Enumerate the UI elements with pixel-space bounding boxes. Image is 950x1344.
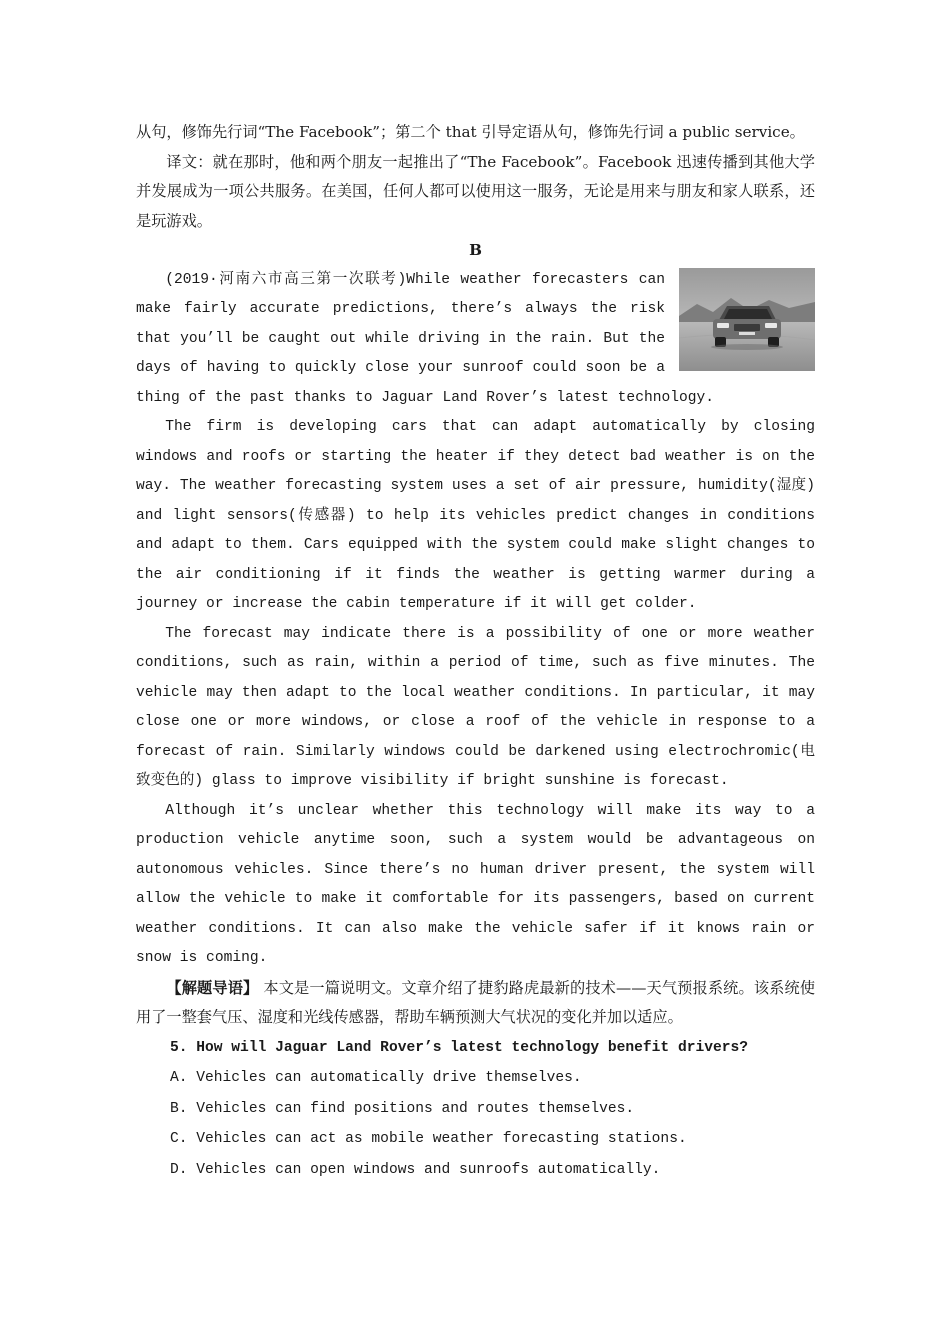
option-d: D. Vehicles can open windows and sunroofs automatically. [170, 1161, 661, 1178]
option-a: A. Vehicles can automatically drive themselves. [170, 1070, 582, 1086]
document-page [136, 118, 815, 1185]
section-title: B [469, 241, 482, 259]
passage-paragraph-3: The forecast may indicate there is a possibility of one or more weather conditions, such as rain, within a period of time, such as five minutes. The vehicle may then adapt to the local weather conditions. In particular, it may close one or more windows, or close a roof of the vehicle in response to a forecast of rain. Similarly windows could be darkened using electrochromic(电致变色的) glass to improve visibility if bright sunshine is forecast. [136, 625, 815, 789]
guide-paragraph [136, 974, 815, 1033]
previous-translation: 译文：就在那时，他和两个朋友一起推出了“The Facebook”。Facebook 迅速传播到其他大学并发展成为一项公共服务。在美国，任何人都可以使用这一服务，无论是用来与朋友和家人联系，还是玩游戏。 [136, 152, 815, 230]
guide-label: 【解题导语】 [166, 978, 259, 997]
passage-paragraph-1: (2019·河南六市高三第一次联考)While weather forecasters can make fairly accurate predictions, there’s always the risk that you’ll be caught out while driving in the rain. But the days of having to quickly close your sunroof could soon be a thing of the past thanks to Jaguar Land Rover’s latest technology. [136, 271, 715, 406]
guide-text: 本文是一篇说明文。文章介绍了捷豹路虎最新的技术——天气预报系统。该系统使用了一整套气压、湿度和光线传感器，帮助车辆预测大气状况的变化并加以适应。 [136, 978, 816, 1026]
passage-paragraph-2: The firm is developing cars that can adapt automatically by closing windows and roofs or starting the heater if they detect bad weather is on the way. The weather forecasting system uses a set of air pressure, humidity(湿度) and light sensors(传感器) to help its vehicles predict changes in conditions and adapt to them. Cars equipped with the system could make slight changes to the air conditioning if it finds the weather is getting warmer during a journey or increase the cabin temperature if it will get colder. [136, 419, 815, 612]
option-c: C. Vehicles can act as mobile weather forecasting stations. [170, 1131, 687, 1147]
car-photo [679, 268, 815, 371]
previous-explanation: 从句，修饰先行词“The Facebook”；第二个 that 引导定语从句，修饰先行词 a public service。 [136, 123, 805, 141]
question-stem: 5. How will Jaguar Land Rover’s latest technology benefit drivers? [170, 1039, 749, 1056]
option-b: B. Vehicles can find positions and routes themselves. [170, 1100, 635, 1117]
passage-paragraph-4: Although it’s unclear whether this technology will make its way to a production vehicle anytime soon, such a system would be advantageous on autonomous vehicles. Since there’s no human driver present, the system will allow the vehicle to make it comfortable for its passengers, based on current weather conditions. It can also make the vehicle safer if it knows rain or snow is coming. [136, 802, 815, 966]
